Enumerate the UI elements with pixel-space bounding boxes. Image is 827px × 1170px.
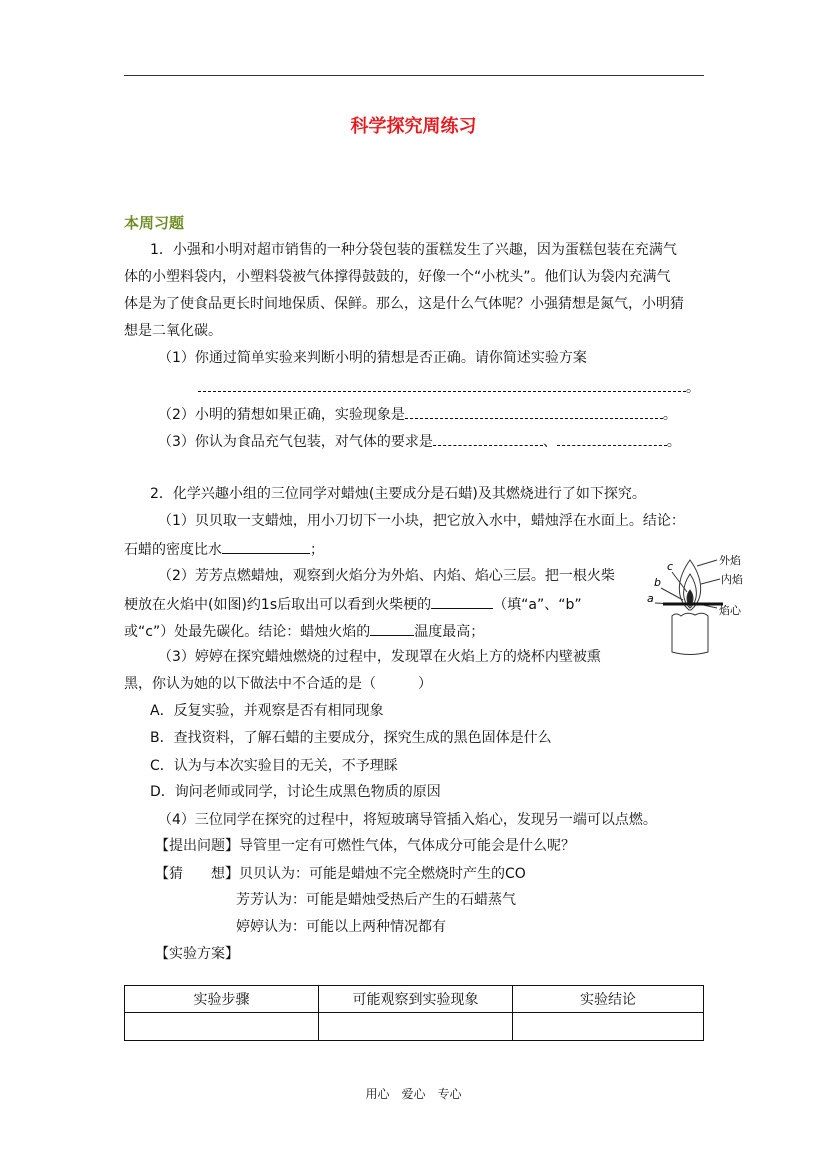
q1-line: 体的小塑料袋内，小塑料袋被气体撑得鼓鼓的，好像一个“小枕头”。他们认为袋内充满气 — [124, 269, 671, 285]
candle-body — [672, 613, 708, 654]
section-heading: 本周习题 — [124, 214, 185, 232]
q2-question: 【提出问题】导管里一定有可燃性气体，气体成分可能会是什么呢？ — [155, 838, 575, 854]
semicolon: ； — [310, 542, 324, 558]
q2-guess-2: 芳芳认为：可能是蜡烛受热后产生的石蜡蒸气 — [236, 892, 516, 908]
q2-p1b — [124, 539, 324, 559]
q1-sub3-answer-2[interactable] — [557, 431, 667, 446]
q2-p2-answer-1[interactable] — [431, 594, 493, 609]
q2-guess-1 — [155, 865, 526, 883]
table-header: 实验结论 — [513, 986, 704, 1013]
q1-line: 想是二氧化碳。 — [124, 323, 222, 339]
experiment-table — [124, 985, 704, 1041]
q1-sub2-text: （2）小明的猜想如果正确，实验现象是 — [158, 407, 405, 423]
guess-label: 【猜 想】 — [155, 866, 239, 882]
label-a: a — [647, 592, 654, 605]
page-title: 科学探究周练习 — [350, 116, 477, 137]
label-c: c — [667, 560, 674, 573]
table-cell[interactable] — [319, 1013, 513, 1041]
label-flame-core: 焰心 — [719, 604, 741, 617]
q1-sub1: （1）你通过简单实验来判断小明的猜想是否正确。请你简述实验方案 — [158, 350, 587, 366]
q1-sub3 — [158, 431, 681, 451]
q2-p2b-text: 梗放在火焰中(如图)约1s后取出可以看到火柴梗的 — [124, 597, 432, 613]
table-cell[interactable] — [125, 1013, 319, 1041]
q2-p2a: （2）芳芳点燃蜡烛，观察到火焰分为外焰、内焰、焰心三层。把一根火柴 — [158, 568, 615, 584]
option-b: B．查找资料，了解石蜡的主要成分，探究生成的黑色固体是什么 — [150, 730, 552, 746]
q1-sub2 — [158, 404, 677, 424]
table-header: 可能观察到实验现象 — [319, 986, 513, 1013]
q1-sub3-text: （3）你认为食品充气包装，对气体的要求是 — [158, 434, 433, 450]
q2-p2c-text: 或“c”）处最先碳化。结论：蜡烛火焰的 — [124, 624, 371, 640]
q2-p2b-end: （填“a”、“b” — [493, 597, 582, 613]
q2-p4: （4）三位同学在探究的过程中，将短玻璃导管插入焰心，发现另一端可以点燃。 — [158, 812, 657, 828]
period: 。 — [686, 380, 700, 396]
period: 。 — [666, 434, 681, 450]
option-c: C．认为与本次实验目的无关，不予理睬 — [150, 758, 398, 774]
q2-p1-answer[interactable] — [222, 539, 310, 554]
page-footer: 用心 爱心 专心 — [365, 1087, 462, 1101]
table-row — [125, 1013, 704, 1041]
q2-guess-3: 婷婷认为：可能以上两种情况都有 — [236, 919, 446, 935]
q1-sub3-answer-1[interactable] — [433, 431, 543, 446]
q2-p3b: 黑，你认为她的以下做法中不合适的是（ ） — [124, 676, 432, 692]
q1-sub1-answer[interactable] — [198, 377, 700, 397]
guess-text: 贝贝认为：可能是蜡烛不完全燃烧时产生的CO — [239, 866, 526, 882]
q2-p1b-text: 石蜡的密度比水 — [124, 542, 222, 558]
q2-p2b — [124, 594, 582, 614]
label-b: b — [654, 576, 661, 589]
q2-p2c — [124, 621, 484, 641]
label-inner-flame: 内焰 — [721, 573, 743, 586]
comma: 、 — [542, 434, 557, 450]
table-header: 实验步骤 — [125, 986, 319, 1013]
option-d: D．询问老师或同学，讨论生成黑色物质的原因 — [150, 784, 441, 800]
option-a: A．反复实验，并观察是否有相同现象 — [150, 703, 384, 719]
q2-intro: 2．化学兴趣小组的三位同学对蜡烛(主要成分是石蜡)及其燃烧进行了如下探究。 — [150, 486, 646, 502]
q2-p1a: （1）贝贝取一支蜡烛，用小刀切下一小块，把它放入水中，蜡烛浮在水面上。结论： — [158, 513, 685, 529]
table-header-row — [125, 986, 704, 1013]
period: 。 — [662, 407, 677, 423]
q1-line: 1．小强和小明对超市销售的一种分袋包装的蛋糕发生了兴趣，因为蛋糕包装在充满气 — [150, 242, 677, 258]
table-cell[interactable] — [513, 1013, 704, 1041]
q2-p2-answer-2[interactable] — [370, 621, 414, 636]
header-rule — [124, 75, 704, 76]
q2-p2c-end: 温度最高； — [414, 624, 485, 640]
q1-sub2-answer[interactable] — [405, 404, 663, 419]
q1-line: 体是为了使食品更长时间地保质、保鲜。那么，这是什么气体呢？小强猜想是氮气，小明猜 — [124, 296, 684, 312]
q2-p3a: （3）婷婷在探究蜡烛燃烧的过程中，发现罩在火焰上方的烧杯内壁被熏 — [158, 649, 601, 665]
q2-plan-label: 【实验方案】 — [155, 946, 239, 962]
label-outer-flame: 外焰 — [719, 554, 741, 567]
candle-flame-figure — [645, 548, 780, 658]
